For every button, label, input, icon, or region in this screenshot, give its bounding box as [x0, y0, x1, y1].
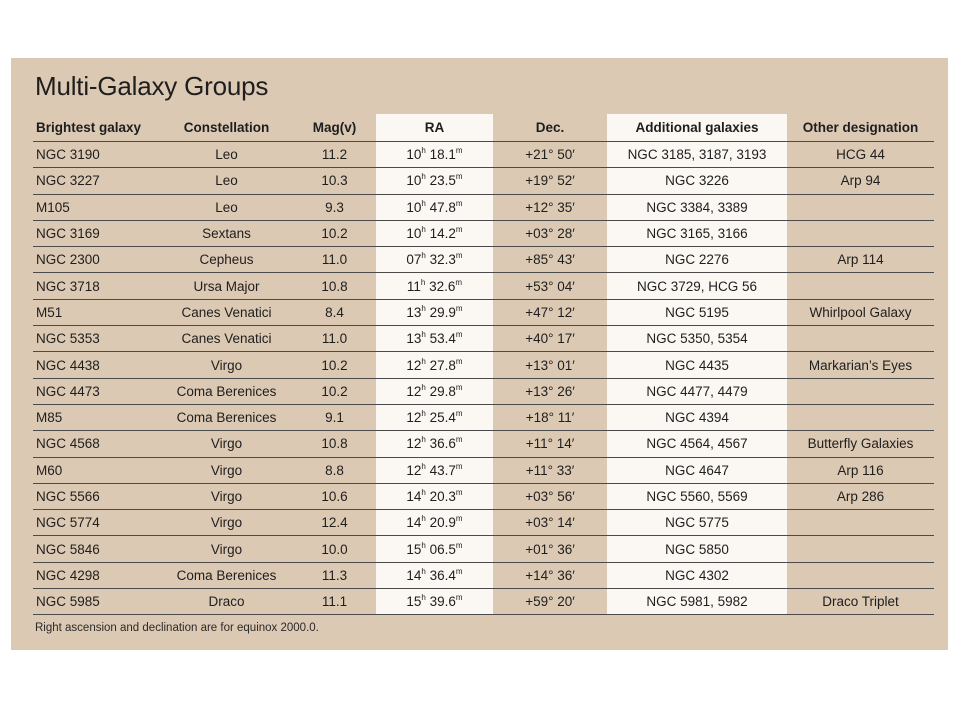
ra-hours: 12: [406, 357, 422, 373]
constellation-cell: Coma Berenices: [160, 404, 293, 430]
brightest-galaxy-cell: NGC 5985: [33, 589, 160, 615]
ra-minutes-unit: m: [455, 382, 463, 392]
additional-galaxies-cell: NGC 2276: [607, 247, 787, 273]
footnote: Right ascension and declination are for equinox 2000.0.: [35, 622, 319, 634]
constellation-cell: Coma Berenices: [160, 562, 293, 588]
constellation-cell: Draco: [160, 589, 293, 615]
dec-cell: +12° 35′: [493, 194, 607, 220]
constellation-cell: Ursa Major: [160, 273, 293, 299]
ra-cell: [376, 457, 493, 483]
header-additional-galaxies: Additional galaxies: [607, 114, 787, 142]
additional-galaxies-cell: NGC 3165, 3166: [607, 220, 787, 246]
additional-galaxies-cell: NGC 5981, 5982: [607, 589, 787, 615]
ra-cell: [376, 431, 493, 457]
magnitude-cell: 10.2: [293, 378, 376, 404]
ra-minutes: 18.1: [429, 147, 456, 163]
ra-minutes: 20.9: [429, 515, 456, 531]
constellation-cell: Virgo: [160, 457, 293, 483]
dec-cell: +11° 14′: [493, 431, 607, 457]
other-designation-cell: Butterfly Galaxies: [787, 431, 934, 457]
magnitude-cell: 11.0: [293, 326, 376, 352]
ra-minutes: 27.8: [429, 357, 456, 373]
ra-minutes-unit: m: [455, 303, 463, 313]
table-row: [33, 457, 934, 483]
other-designation-cell: Whirlpool Galaxy: [787, 299, 934, 325]
brightest-galaxy-cell: M60: [33, 457, 160, 483]
ra-hours: 10: [406, 147, 422, 163]
dec-cell: +03° 14′: [493, 510, 607, 536]
ra-cell: [376, 299, 493, 325]
ra-minutes-unit: m: [455, 488, 463, 497]
brightest-galaxy-cell: NGC 3718: [33, 273, 160, 299]
ra-cell: [376, 536, 493, 562]
ra-minutes-unit: m: [455, 409, 463, 419]
table-row: [33, 352, 934, 378]
dec-cell: +40° 17′: [493, 326, 607, 352]
additional-galaxies-cell: NGC 3226: [607, 168, 787, 194]
other-designation-cell: [787, 378, 934, 404]
header-other-designation: Other designation: [787, 114, 934, 142]
ra-hours: 11: [406, 278, 421, 294]
ra-minutes-unit: m: [455, 198, 463, 208]
dec-cell: +59° 20′: [493, 589, 607, 615]
additional-galaxies-cell: NGC 3185, 3187, 3193: [607, 142, 787, 168]
magnitude-cell: 8.8: [293, 457, 376, 483]
ra-hours: 07: [406, 252, 422, 268]
ra-hours: 12: [406, 410, 422, 426]
brightest-galaxy-cell: NGC 5774: [33, 510, 160, 536]
ra-hours-unit: h: [421, 198, 426, 208]
magnitude-cell: 11.2: [293, 142, 376, 168]
additional-galaxies-cell: NGC 5850: [607, 536, 787, 562]
ra-minutes-unit: m: [455, 225, 463, 235]
constellation-cell: Virgo: [160, 483, 293, 509]
ra-minutes: 23.5: [429, 173, 456, 189]
ra-minutes: 36.6: [429, 436, 456, 452]
table-header-row: [33, 114, 934, 142]
constellation-cell: Virgo: [160, 510, 293, 536]
ra-minutes: 06.5: [429, 541, 456, 557]
brightest-galaxy-cell: NGC 5353: [33, 326, 160, 352]
additional-galaxies-cell: NGC 3384, 3389: [607, 194, 787, 220]
table-row: [33, 194, 934, 220]
other-designation-cell: [787, 220, 934, 246]
other-designation-cell: Arp 116: [787, 457, 934, 483]
ra-hours: 12: [406, 383, 422, 399]
ra-hours: 14: [406, 515, 422, 531]
magnitude-cell: 11.0: [293, 247, 376, 273]
ra-cell: [376, 483, 493, 509]
dec-cell: +01° 36′: [493, 536, 607, 562]
brightest-galaxy-cell: NGC 4473: [33, 378, 160, 404]
ra-cell: [376, 378, 493, 404]
dec-cell: +47° 12′: [493, 299, 607, 325]
magnitude-cell: 10.8: [293, 273, 376, 299]
constellation-cell: Virgo: [160, 536, 293, 562]
additional-galaxies-cell: NGC 3729, HCG 56: [607, 273, 787, 299]
ra-minutes-unit: m: [455, 514, 463, 524]
ra-minutes: 32.3: [429, 252, 456, 268]
ra-minutes-unit: m: [455, 356, 463, 366]
dec-cell: +13° 01′: [493, 352, 607, 378]
ra-minutes-unit: m: [455, 277, 463, 287]
ra-hours-unit: h: [421, 225, 426, 235]
constellation-cell: Leo: [160, 194, 293, 220]
magnitude-cell: 11.3: [293, 562, 376, 588]
ra-hours: 10: [406, 173, 422, 189]
ra-minutes-unit: m: [455, 461, 463, 471]
constellation-cell: Coma Berenices: [160, 378, 293, 404]
ra-cell: [376, 352, 493, 378]
header-dec: Dec.: [493, 114, 607, 142]
ra-minutes-unit: m: [455, 330, 463, 340]
other-designation-cell: Arp 94: [787, 168, 934, 194]
ra-hours-unit: h: [421, 461, 426, 471]
galaxy-table: [33, 114, 934, 615]
other-designation-cell: Draco Triplet: [787, 589, 934, 615]
additional-galaxies-cell: NGC 4564, 4567: [607, 431, 787, 457]
other-designation-cell: Arp 286: [787, 483, 934, 509]
other-designation-cell: [787, 326, 934, 352]
brightest-galaxy-cell: NGC 4298: [33, 562, 160, 588]
table-row: [33, 536, 934, 562]
constellation-cell: Sextans: [160, 220, 293, 246]
ra-hours-unit: h: [421, 566, 426, 576]
ra-cell: [376, 589, 493, 615]
magnitude-cell: 10.2: [293, 352, 376, 378]
ra-minutes-unit: m: [455, 146, 463, 156]
ra-hours-unit: h: [421, 356, 426, 366]
ra-hours: 13: [406, 304, 422, 320]
table-row: [33, 378, 934, 404]
ra-hours: 15: [406, 541, 422, 557]
ra-minutes: 32.6: [429, 278, 456, 294]
magnitude-cell: 10.0: [293, 536, 376, 562]
ra-hours: 15: [406, 594, 422, 610]
magnitude-cell: 10.2: [293, 220, 376, 246]
brightest-galaxy-cell: NGC 3190: [33, 142, 160, 168]
ra-hours-unit: h: [421, 330, 426, 340]
magnitude-cell: 11.1: [293, 589, 376, 615]
ra-cell: [376, 220, 493, 246]
ra-hours-unit: h: [421, 540, 426, 550]
dec-cell: +03° 56′: [493, 483, 607, 509]
ra-cell: [376, 510, 493, 536]
other-designation-cell: [787, 536, 934, 562]
other-designation-cell: Markarian’s Eyes: [787, 352, 934, 378]
magnitude-cell: 10.6: [293, 483, 376, 509]
constellation-cell: Virgo: [160, 352, 293, 378]
ra-minutes: 14.2: [429, 226, 456, 242]
constellation-cell: Cepheus: [160, 247, 293, 273]
brightest-galaxy-cell: NGC 4568: [33, 431, 160, 457]
additional-galaxies-cell: NGC 4435: [607, 352, 787, 378]
header-ra: RA: [376, 114, 493, 142]
other-designation-cell: [787, 404, 934, 430]
ra-cell: [376, 168, 493, 194]
brightest-galaxy-cell: NGC 3227: [33, 168, 160, 194]
additional-galaxies-cell: NGC 5775: [607, 510, 787, 536]
ra-minutes-unit: m: [455, 593, 463, 603]
other-designation-cell: HCG 44: [787, 142, 934, 168]
header-magnitude: Mag(v): [293, 114, 376, 142]
magnitude-cell: 8.4: [293, 299, 376, 325]
table-row: [33, 483, 934, 509]
table-row: [33, 562, 934, 588]
ra-cell: [376, 194, 493, 220]
dec-cell: +85° 43′: [493, 247, 607, 273]
table-row: [33, 142, 934, 168]
header-constellation: Constellation: [160, 114, 293, 142]
ra-minutes: 20.3: [429, 489, 456, 504]
magnitude-cell: 12.4: [293, 510, 376, 536]
ra-hours: 10: [406, 226, 422, 242]
ra-hours: 10: [406, 199, 422, 215]
other-designation-cell: [787, 194, 934, 220]
brightest-galaxy-cell: NGC 5846: [33, 536, 160, 562]
ra-minutes: 36.4: [429, 567, 456, 583]
dec-cell: +21° 50′: [493, 142, 607, 168]
table-panel: [11, 58, 948, 650]
constellation-cell: Canes Venatici: [160, 299, 293, 325]
additional-galaxies-cell: NGC 5350, 5354: [607, 326, 787, 352]
ra-hours-unit: h: [421, 146, 426, 156]
ra-hours-unit: h: [421, 409, 426, 419]
table-row: [33, 299, 934, 325]
ra-hours-unit: h: [421, 303, 426, 313]
table-row: [33, 431, 934, 457]
constellation-cell: Leo: [160, 142, 293, 168]
ra-hours-unit: h: [421, 251, 426, 261]
ra-minutes-unit: m: [455, 172, 463, 182]
header-brightest-galaxy: Brightest galaxy: [33, 114, 160, 142]
dec-cell: +13° 26′: [493, 378, 607, 404]
dec-cell: +03° 28′: [493, 220, 607, 246]
other-designation-cell: [787, 273, 934, 299]
page-title: Multi-Galaxy Groups: [35, 71, 269, 101]
ra-cell: [376, 273, 493, 299]
table-row: [33, 220, 934, 246]
ra-cell: [376, 404, 493, 430]
ra-cell: [376, 562, 493, 588]
ra-hours: 12: [406, 462, 422, 478]
ra-minutes: 39.6: [429, 594, 456, 610]
table-row: [33, 247, 934, 273]
constellation-cell: Virgo: [160, 431, 293, 457]
other-designation-cell: [787, 562, 934, 588]
additional-galaxies-cell: NGC 5560, 5569: [607, 483, 787, 509]
ra-hours: 12: [406, 436, 422, 452]
dec-cell: +18° 11′: [493, 404, 607, 430]
brightest-galaxy-cell: M85: [33, 404, 160, 430]
magnitude-cell: 9.3: [293, 194, 376, 220]
table-row: [33, 273, 934, 299]
magnitude-cell: 9.1: [293, 404, 376, 430]
brightest-galaxy-cell: NGC 2300: [33, 247, 160, 273]
ra-hours-unit: h: [421, 172, 426, 182]
ra-hours: 14: [406, 489, 422, 504]
ra-minutes: 53.4: [429, 331, 456, 347]
table-body: [33, 142, 934, 615]
ra-minutes-unit: m: [455, 435, 463, 445]
dec-cell: +14° 36′: [493, 562, 607, 588]
ra-hours-unit: h: [420, 277, 426, 287]
ra-hours-unit: h: [421, 593, 426, 603]
ra-minutes-unit: m: [455, 540, 463, 550]
ra-hours-unit: h: [421, 382, 426, 392]
other-designation-cell: Arp 114: [787, 247, 934, 273]
ra-minutes: 29.8: [429, 383, 456, 399]
other-designation-cell: [787, 510, 934, 536]
additional-galaxies-cell: NGC 4394: [607, 404, 787, 430]
ra-hours-unit: h: [421, 514, 426, 524]
ra-hours: 14: [406, 567, 422, 583]
dec-cell: +19° 52′: [493, 168, 607, 194]
magnitude-cell: 10.8: [293, 431, 376, 457]
ra-hours: 13: [406, 331, 422, 347]
ra-minutes-unit: m: [455, 566, 463, 576]
table-row: [33, 326, 934, 352]
additional-galaxies-cell: NGC 5195: [607, 299, 787, 325]
ra-cell: [376, 247, 493, 273]
brightest-galaxy-cell: M105: [33, 194, 160, 220]
brightest-galaxy-cell: NGC 5566: [33, 483, 160, 509]
ra-hours-unit: h: [421, 435, 426, 445]
additional-galaxies-cell: NGC 4302: [607, 562, 787, 588]
constellation-cell: Leo: [160, 168, 293, 194]
ra-minutes: 25.4: [429, 410, 456, 426]
brightest-galaxy-cell: NGC 3169: [33, 220, 160, 246]
brightest-galaxy-cell: M51: [33, 299, 160, 325]
brightest-galaxy-cell: NGC 4438: [33, 352, 160, 378]
table-row: [33, 589, 934, 615]
additional-galaxies-cell: NGC 4477, 4479: [607, 378, 787, 404]
dec-cell: +11° 33′: [493, 457, 607, 483]
table-row: [33, 168, 934, 194]
table-row: [33, 510, 934, 536]
dec-cell: +53° 04′: [493, 273, 607, 299]
ra-minutes: 29.9: [429, 304, 456, 320]
constellation-cell: Canes Venatici: [160, 326, 293, 352]
ra-minutes: 47.8: [429, 199, 456, 215]
ra-minutes-unit: m: [455, 251, 463, 261]
table-row: [33, 404, 934, 430]
additional-galaxies-cell: NGC 4647: [607, 457, 787, 483]
ra-minutes: 43.7: [429, 462, 456, 478]
ra-cell: [376, 326, 493, 352]
ra-cell: [376, 142, 493, 168]
ra-hours-unit: h: [421, 488, 426, 497]
magnitude-cell: 10.3: [293, 168, 376, 194]
